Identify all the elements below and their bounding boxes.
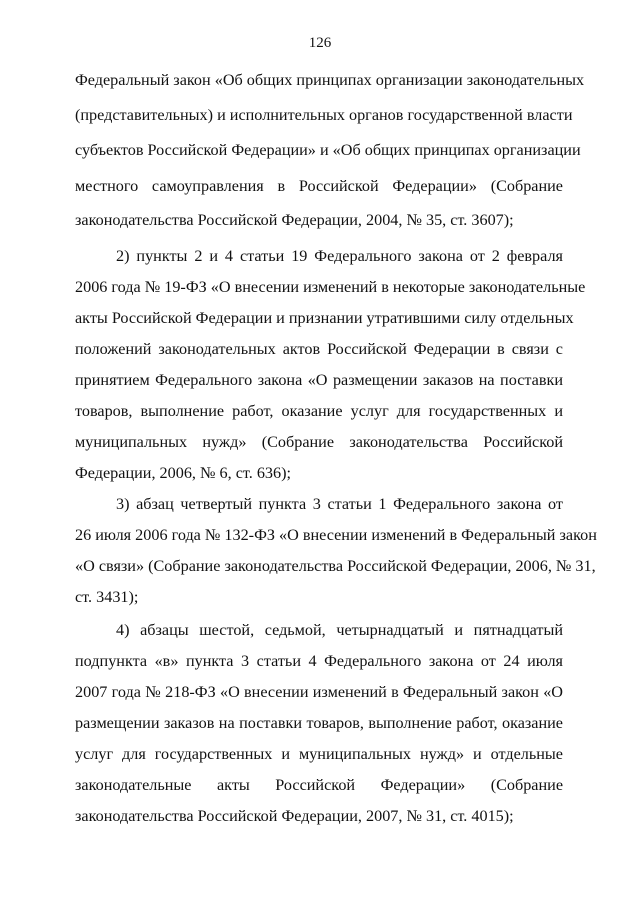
- paragraph-1-line-2: (представительных) и исполнительных органов государственной власти: [75, 106, 573, 124]
- paragraph-2-line-4: положений законодательных актов Российской Федерации в связи с: [75, 340, 563, 358]
- paragraph-2-line-6: товаров, выполнение работ, оказание услуг для государственных и: [75, 402, 563, 420]
- paragraph-2-line-3: акты Российской Федерации и признании утратившими силу отдельных: [75, 309, 574, 327]
- paragraph-3-line-1: 3) абзац четвертый пункта 3 статьи 1 Федерального закона от: [116, 495, 563, 513]
- paragraph-4-line-3: 2007 года № 218-ФЗ «О внесении изменений в Федеральный закон «О: [75, 683, 563, 701]
- paragraph-1-line-5: законодательства Российской Федерации, 2004, № 35, ст. 3607);: [75, 211, 514, 229]
- paragraph-4-line-1: 4) абзацы шестой, седьмой, четырнадцатый и пятнадцатый: [116, 621, 563, 639]
- paragraph-2-line-7: муниципальных нужд» (Собрание законодательства Российской: [75, 433, 563, 451]
- paragraph-2-line-5: принятием Федерального закона «О размещении заказов на поставки: [75, 371, 563, 389]
- paragraph-1-line-1: Федеральный закон «Об общих принципах организации законодательных: [75, 71, 585, 89]
- paragraph-4-line-6: законодательные акты Российской Федерации» (Собрание: [75, 776, 563, 794]
- paragraph-4-line-7: законодательства Российской Федерации, 2007, № 31, ст. 4015);: [75, 807, 514, 825]
- paragraph-4-line-4: размещении заказов на поставки товаров, выполнение работ, оказание: [75, 714, 563, 732]
- paragraph-1-line-4: местного самоуправления в Российской Федерации» (Собрание: [75, 177, 563, 195]
- paragraph-2-line-1: 2) пункты 2 и 4 статьи 19 Федерального закона от 2 февраля: [116, 247, 563, 265]
- paragraph-2-line-8: Федерации, 2006, № 6, ст. 636);: [75, 464, 291, 482]
- paragraph-4-line-2: подпункта «в» пункта 3 статьи 4 Федерального закона от 24 июля: [75, 652, 563, 670]
- paragraph-3-line-3: «О связи» (Собрание законодательства Российской Федерации, 2006, № 31,: [75, 557, 596, 575]
- page-number: 126: [308, 35, 332, 51]
- paragraph-1-line-3: субъектов Российской Федерации» и «Об общих принципах организации: [75, 141, 581, 159]
- paragraph-3-line-4: ст. 3431);: [75, 588, 139, 606]
- paragraph-4-line-5: услуг для государственных и муниципальных нужд» и отдельные: [75, 745, 563, 763]
- paragraph-2-line-2: 2006 года № 19-ФЗ «О внесении изменений в некоторые законодательные: [75, 278, 586, 296]
- paragraph-3-line-2: 26 июля 2006 года № 132-ФЗ «О внесении изменений в Федеральный закон: [75, 526, 597, 544]
